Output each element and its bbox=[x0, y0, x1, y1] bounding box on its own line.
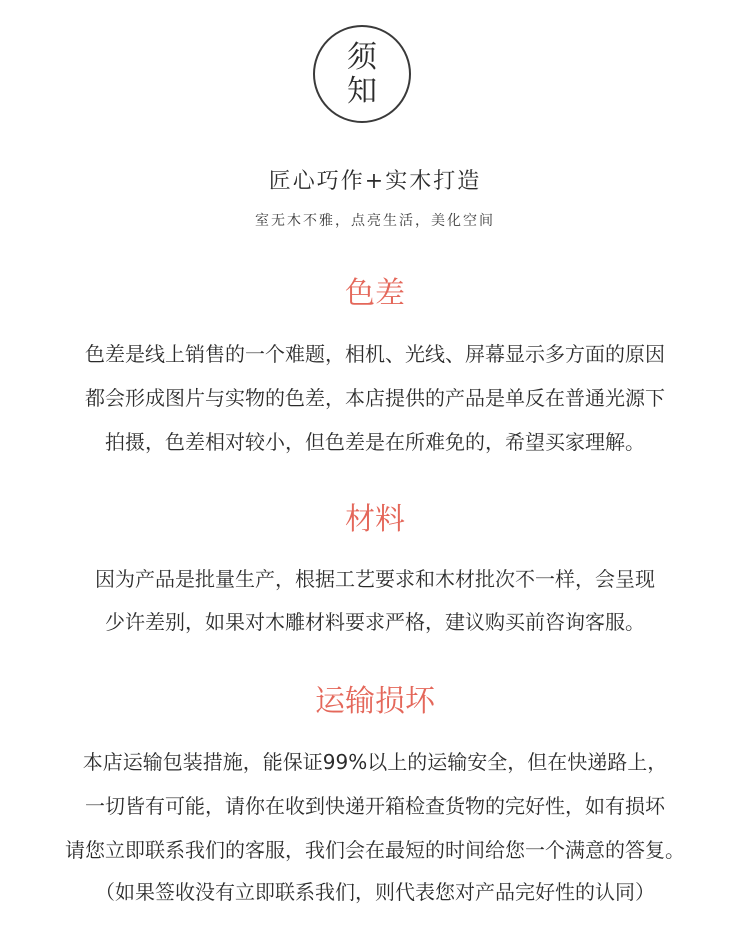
color-difference-line-2: 都会形成图片与实物的色差，本店提供的产品是单反在普通光源下 bbox=[85, 386, 665, 410]
shipping-line-1: 本店运输包装措施，能保证99%以上的运输安全，但在快递路上， bbox=[82, 750, 668, 774]
page-headline: 匠心巧作+实木打造 bbox=[268, 169, 482, 194]
shipping-line-4: （如果签收没有立即联系我们，则代表您对产品完好性的认同） bbox=[95, 880, 655, 904]
page-subline: 室无木不雅，点亮生活，美化空间 bbox=[255, 213, 495, 229]
shipping-line-2: 一切皆有可能，请你在收到快递开箱检查货物的完好性，如有损坏 bbox=[85, 794, 665, 818]
shipping-line-3: 请您立即联系我们的客服，我们会在最短的时间给您一个满意的答复。 bbox=[65, 838, 685, 862]
notice-seal bbox=[313, 25, 411, 123]
section-title-color-difference: 色差 bbox=[345, 276, 405, 311]
section-title-shipping-damage: 运输损坏 bbox=[315, 684, 435, 719]
materials-line-2: 少许差别，如果对木雕材料要求严格，建议购买前咨询客服。 bbox=[105, 610, 645, 634]
color-difference-line-1: 色差是线上销售的一个难题，相机、光线、屏幕显示多方面的原因 bbox=[85, 342, 665, 366]
materials-line-1: 因为产品是批量生产，根据工艺要求和木材批次不一样，会呈现 bbox=[95, 567, 655, 591]
color-difference-line-3: 拍摄，色差相对较小，但色差是在所难免的，希望买家理解。 bbox=[105, 430, 645, 454]
seal-char-2: 知 bbox=[347, 74, 377, 109]
seal-char-1: 须 bbox=[347, 40, 377, 75]
section-title-materials: 材料 bbox=[345, 502, 405, 537]
